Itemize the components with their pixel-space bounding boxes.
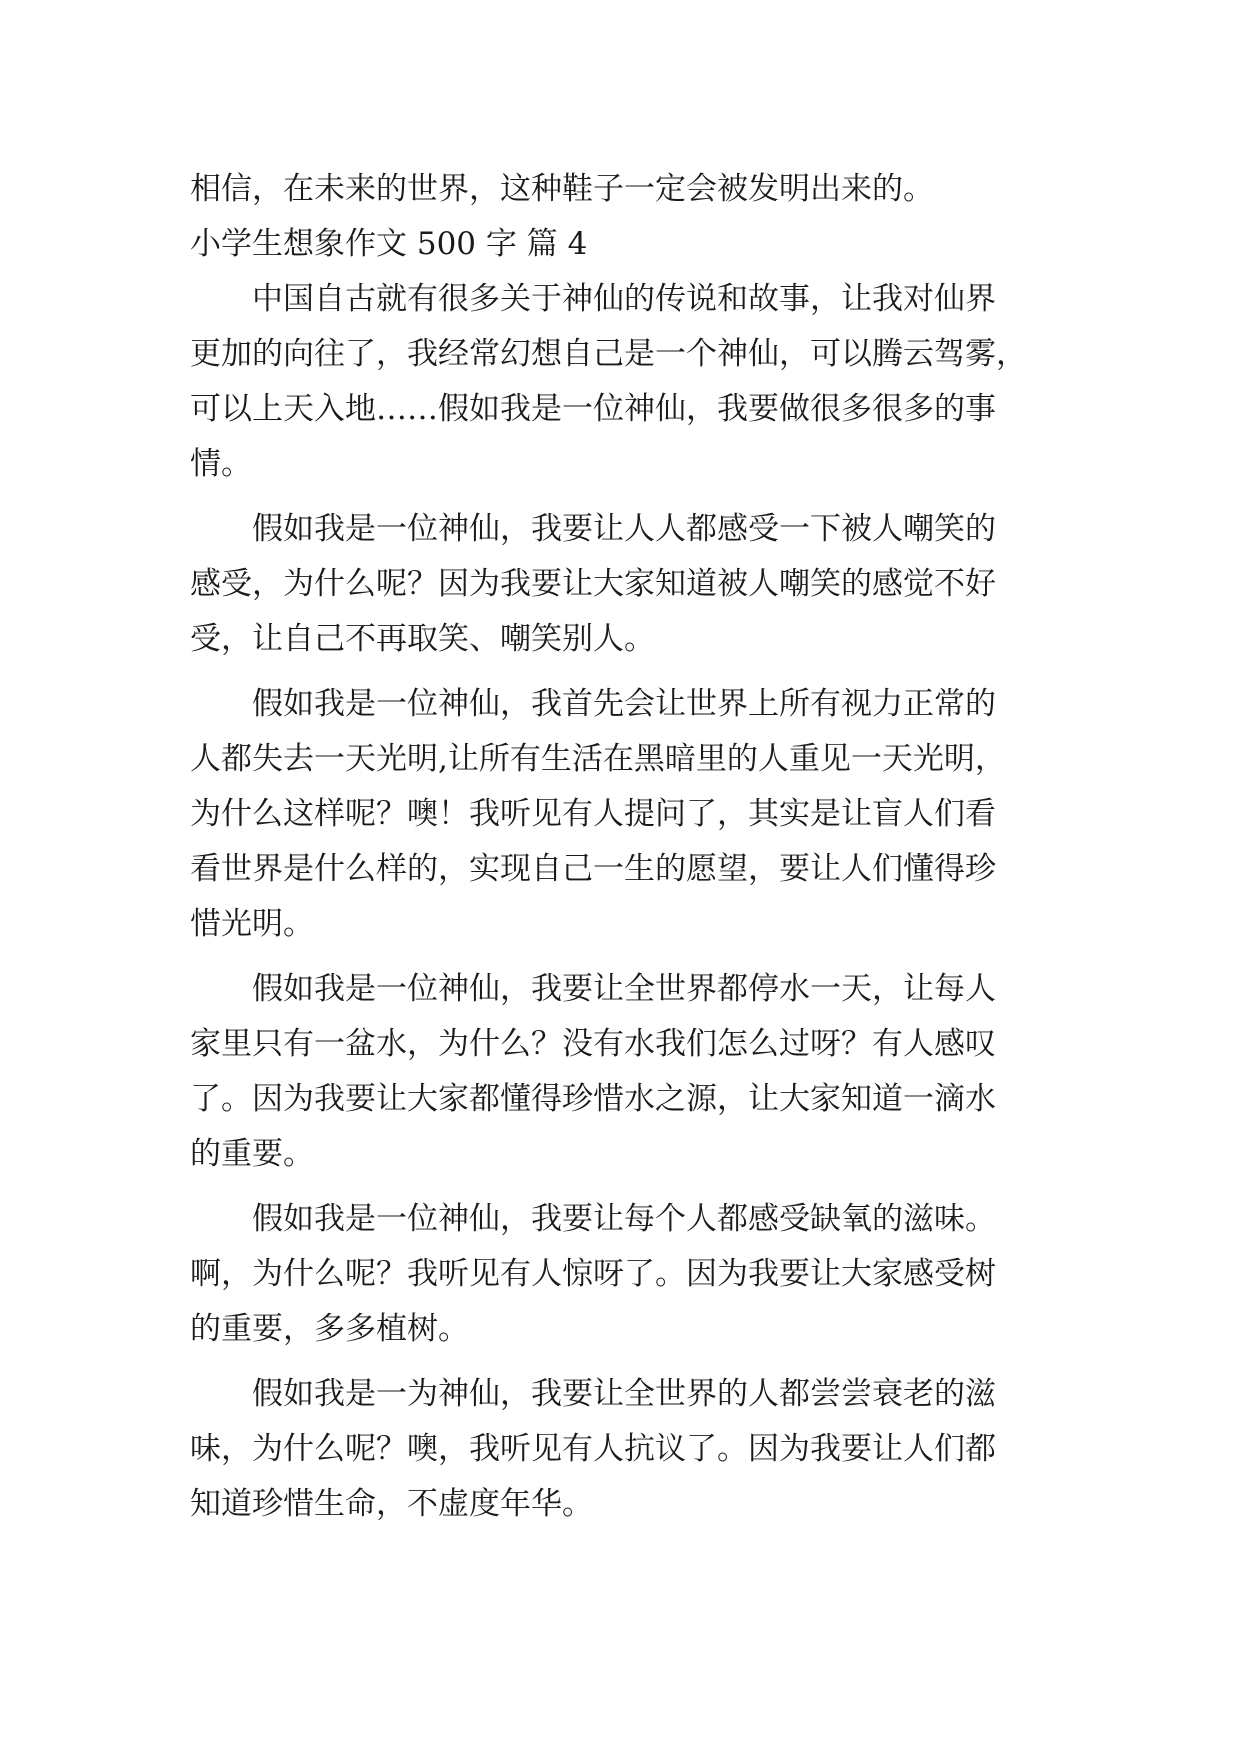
paragraph-2 [190,502,1070,667]
paragraph-line: 为什么这样呢？噢！我听见有人提问了，其实是让盲人们看 [190,796,996,832]
paragraph-line: 惜光明。 [190,906,314,942]
paragraph-line: 感受，为什么呢？因为我要让大家知道被人嘲笑的感觉不好 [190,566,996,602]
paragraph-line: 了。因为我要让大家都懂得珍惜水之源，让大家知道一滴水 [190,1081,996,1117]
paragraph-5 [190,1192,1070,1357]
intro-line: 相信，在未来的世界，这种鞋子一定会被发明出来的。 [190,171,934,207]
paragraph-line: 的重要。 [190,1136,314,1172]
paragraph-line: 的重要，多多植树。 [190,1311,469,1347]
paragraph-line: 假如我是一位神仙，我要让每个人都感受缺氧的滋味。 [252,1201,996,1237]
paragraph-line: 假如我是一位神仙，我要让全世界都停水一天，让每人 [252,971,996,1007]
paragraph-line: 知道珍惜生命，不虚度年华。 [190,1486,593,1522]
paragraph-line: 可以上天入地……假如我是一位神仙，我要做很多很多的事 [190,391,996,427]
paragraph-1 [190,272,1070,492]
paragraph-line: 啊，为什么呢？我听见有人惊呀了。因为我要让大家感受树 [190,1256,996,1292]
paragraph-line: 家里只有一盆水，为什么？没有水我们怎么过呀？有人感叹 [190,1026,996,1062]
paragraph-line: 看世界是什么样的，实现自己一生的愿望，要让人们懂得珍 [190,851,996,887]
paragraph-line: 中国自古就有很多关于神仙的传说和故事，让我对仙界 [252,281,996,317]
paragraph-6 [190,1367,1070,1532]
paragraph-line: 更加的向往了，我经常幻想自己是一个神仙，可以腾云驾雾， [190,336,1027,372]
essay-heading: 小学生想象作文 500 字 篇 4 [190,226,588,262]
paragraph-line: 味，为什么呢？噢，我听见有人抗议了。因为我要让人们都 [190,1431,996,1467]
paragraph-line: 受，让自己不再取笑、嘲笑别人。 [190,621,655,657]
paragraph-line: 假如我是一为神仙，我要让全世界的人都尝尝衰老的滋 [252,1376,996,1412]
paragraph-line: 人都失去一天光明,让所有生活在黑暗里的人重见一天光明， [190,741,1006,777]
paragraph-line: 假如我是一位神仙，我要让人人都感受一下被人嘲笑的 [252,511,996,547]
paragraph-4 [190,962,1070,1182]
paragraph-line: 假如我是一位神仙，我首先会让世界上所有视力正常的 [252,686,996,722]
document-body [190,162,1070,1532]
paragraph-line: 情。 [190,446,252,482]
paragraph-3 [190,677,1070,952]
